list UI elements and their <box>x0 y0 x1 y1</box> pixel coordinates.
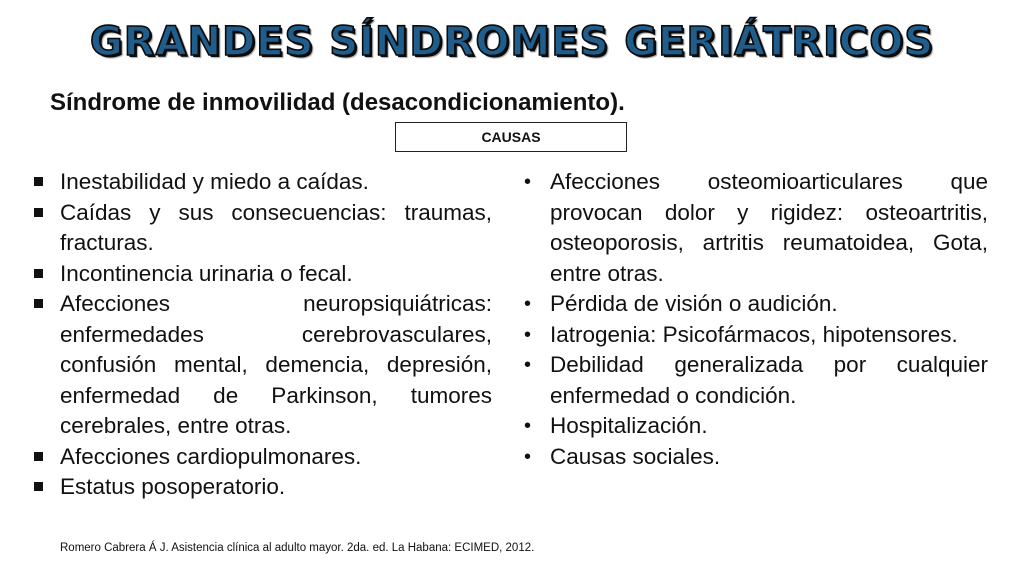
right-causes-list <box>522 167 988 472</box>
list-item <box>522 167 988 289</box>
list-item <box>32 442 492 473</box>
list-item <box>32 198 492 259</box>
list-item-text: Inestabilidad y miedo a caídas. <box>60 169 369 194</box>
round-bullet-icon: • <box>524 293 532 315</box>
list-item <box>522 289 988 320</box>
list-item <box>32 259 492 290</box>
list-item-text: Incontinencia urinaria o fecal. <box>60 260 353 286</box>
list-item-text: Hospitalización. <box>550 413 708 438</box>
list-item-text: Pérdida de visión o audición. <box>550 291 838 316</box>
list-item <box>32 289 492 442</box>
left-causes-list <box>32 167 492 503</box>
list-item-text: Afecciones osteomioarticulares que provocan dolor y rigidez: osteoartritis, osteoporosis, artritis reumatoidea, Gota, entre otras. <box>550 169 988 286</box>
causas-label-box: CAUSAS <box>395 122 627 152</box>
round-bullet-icon: • <box>524 171 532 193</box>
list-item-text: Causas sociales. <box>550 443 721 469</box>
round-bullet-icon: • <box>524 445 532 468</box>
list-item-text: Debilidad generalizada por cualquier enfermedad o condición. <box>550 352 988 408</box>
list-item <box>522 442 988 473</box>
round-bullet-icon: • <box>524 323 532 346</box>
list-item <box>522 320 988 351</box>
list-item-text: Afecciones neuropsiquiátricas: enfermedades cerebrovasculares, confusión mental, demencia, depresión, enfermedad de Parkinson, tumores cerebrales, entre otras. <box>60 291 492 438</box>
slide-subtitle: Síndrome de inmovilidad (desacondicionamiento). <box>50 89 625 116</box>
slide-title: GRANDES SÍNDROMES GERIÁTRICOS <box>89 19 935 65</box>
citation: Romero Cabrera Á J. Asistencia clínica al adulto mayor. 2da. ed. La Habana: ECIMED, 2012. <box>60 542 535 554</box>
list-item-text: Caídas y sus consecuencias: traumas, fracturas. <box>60 199 492 255</box>
list-item <box>32 167 492 198</box>
list-item <box>522 411 988 442</box>
list-item <box>32 472 492 503</box>
list-item-text: Iatrogenia: Psicofármacos, hipotensores. <box>550 321 958 347</box>
round-bullet-icon: • <box>524 354 532 376</box>
list-item-text: Estatus posoperatorio. <box>60 474 286 499</box>
list-item-text: Afecciones cardiopulmonares. <box>60 443 362 469</box>
round-bullet-icon: • <box>524 415 532 437</box>
list-item <box>522 350 988 411</box>
